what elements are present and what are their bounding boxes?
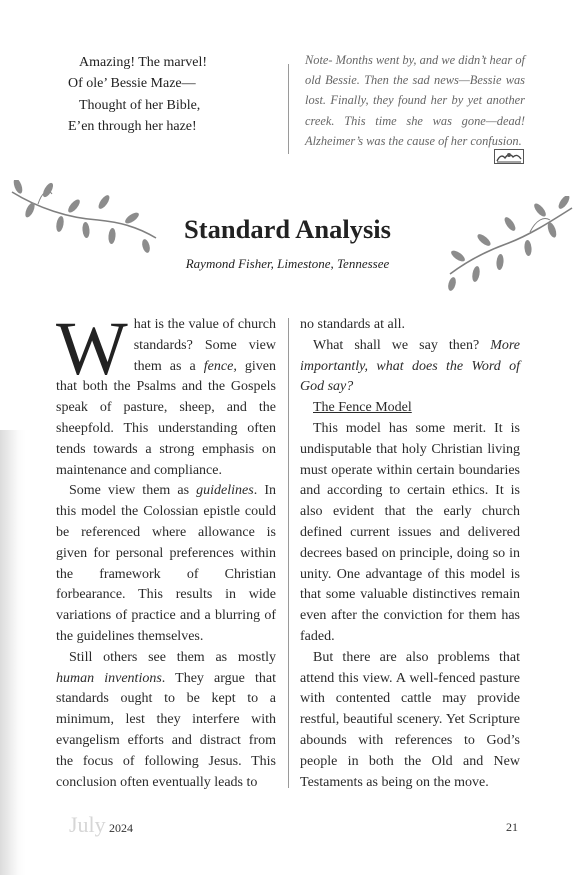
footer-year: 2024 xyxy=(109,821,133,835)
paragraph: What shall we say then? More importantly, what does the Word of God say? xyxy=(300,337,520,395)
poem-excerpt xyxy=(68,52,268,138)
article-byline: Raymond Fisher, Limestone, Tennessee xyxy=(185,256,390,271)
poem-line: Amazing! The marvel! xyxy=(79,55,208,70)
watercolor-edge xyxy=(0,430,26,875)
column-divider xyxy=(288,318,289,788)
paragraph: no standards at all. xyxy=(300,317,405,332)
poem-line: Thought of her Bible, xyxy=(79,97,201,113)
left-column xyxy=(56,307,276,793)
paragraph: Still others see them as mostly human inventions. They argue that standards ought to be kept to a minimum, lest they interfere with evangelism efforts and distract from the focus of following Jesus. This conclusion often eventually leads to xyxy=(56,649,276,790)
note-divider xyxy=(288,64,289,154)
paragraph: What is the value of church standards? Some view them as a fence, given that both the Psalms and the Gospels speak of pasture, sheep, and the sheepfold. This understanding often tends towards a strong emphasis on maintenance and compliance. xyxy=(56,307,276,478)
article-title: Standard Analysis xyxy=(184,214,391,244)
footer-month: July xyxy=(69,812,106,837)
right-branch-illustration xyxy=(440,196,575,292)
page-number: 21 xyxy=(506,820,518,834)
right-column xyxy=(300,315,520,793)
drop-cap: W xyxy=(56,307,128,391)
paragraph: This model has some merit. It is undisputable that holy Christian living must operate within certain boundaries and according to certain ethics. It is also evident that the early church defined current issues and delivered decrees based on principle, doing so in unity. One advantage of this model is that some valuable distinctives remain even after the conviction for them has faded. xyxy=(300,420,520,644)
paragraph: Some view them as guidelines. In this model the Colossian epistle could be referenced where allowance is given for personal preferences within the framework of Christian forbearance. This results in wide variations of practice and a blurring of the guidelines themselves. xyxy=(56,483,276,644)
paragraph: But there are also problems that attend this view. A well-fenced pasture with contented cattle may provide restful, beautiful scenery. Yet Scripture abounds with references to God’s people in both the Old and New Testaments as being on the move. xyxy=(300,649,520,790)
editor-note: Note- Months went by, and we didn’t hear of old Bessie. Then the sad news—Bessie was lost. Finally, they found her by yet another creek. This time she was gone—dead! Alzheimer’s was the cause of her confusion. xyxy=(305,53,525,148)
poem-line: Of ole’ Bessie Maze— xyxy=(68,76,196,92)
stamp-icon xyxy=(494,149,524,164)
section-subheading: The Fence Model xyxy=(313,400,412,416)
poem-line: E’en through her haze! xyxy=(68,119,197,135)
